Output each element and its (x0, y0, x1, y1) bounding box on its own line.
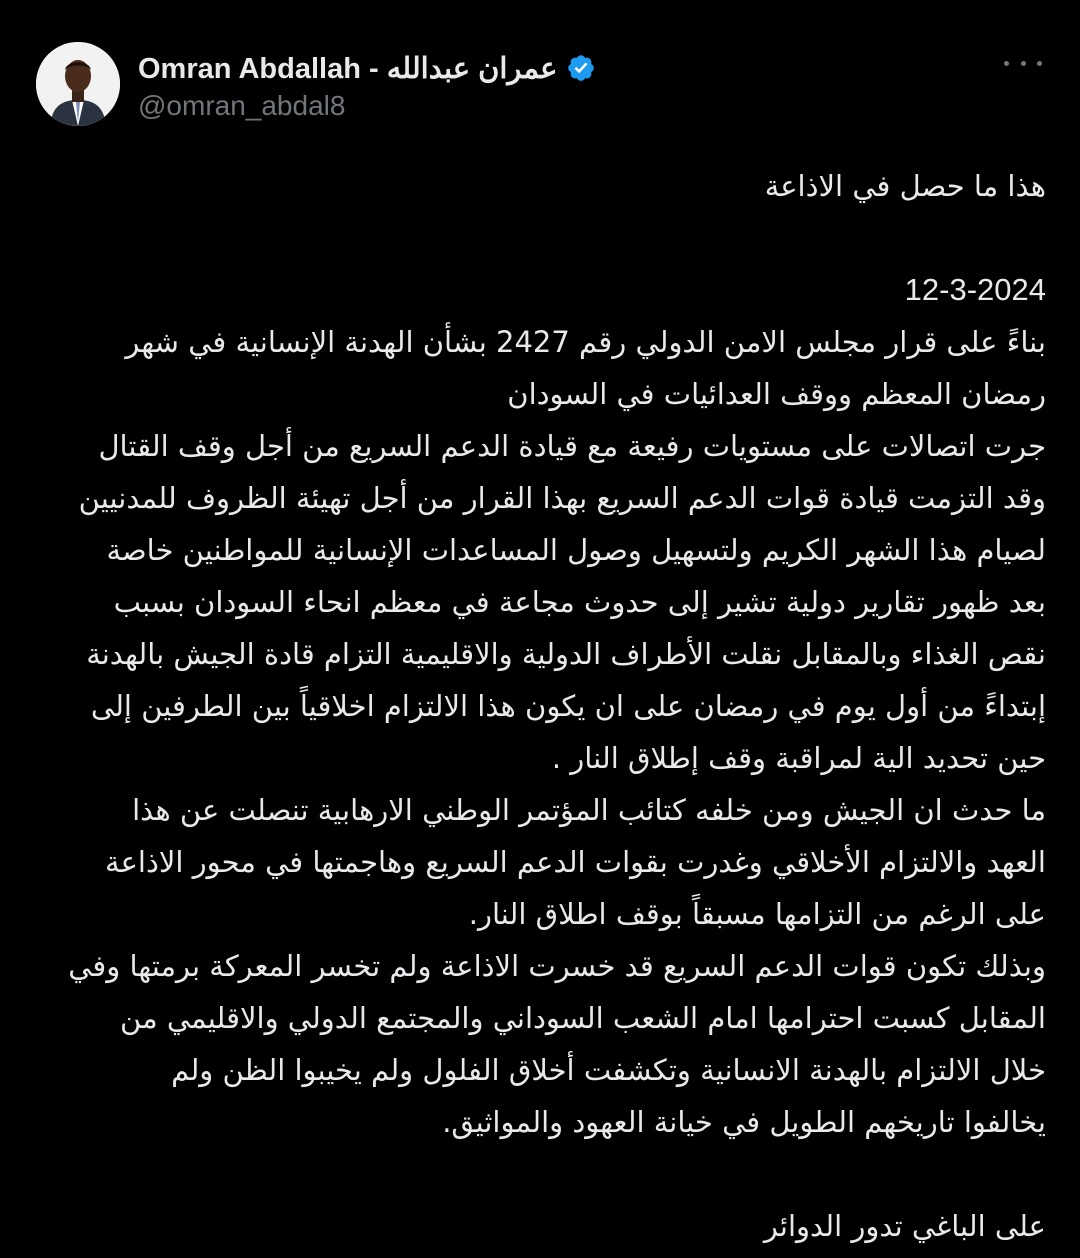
tweet-line: العهد والالتزام الأخلاقي وغدرت بقوات الدعم السريع وهاجمتها في محور الاذاعة (105, 845, 1046, 879)
author-name-line (138, 48, 596, 88)
tweet-line: لصيام هذا الشهر الكريم ولتسهيل وصول المساعدات الإنسانية للمواطنين خاصة (106, 533, 1046, 567)
tweet-line: ما حدث ان الجيش ومن خلفه كتائب المؤتمر الوطني الارهابية تنصلت عن هذا (132, 793, 1046, 827)
tweet-line: حين تحديد الية لمراقبة وقف إطلاق النار . (551, 741, 1046, 775)
tweet-line: جرت اتصالات على مستويات رفيعة مع قيادة الدعم السريع من أجل وقف القتال (98, 429, 1046, 463)
tweet-line: المقابل كسبت احترامها امام الشعب السوداني والمجتمع الدولي والاقليمي من (120, 1001, 1046, 1035)
tweet-line: وقد التزمت قيادة قوات الدعم السريع بهذا القرار من أجل تهيئة الظروف للمدنيين (78, 481, 1046, 515)
tweet-line: نقص الغذاء وبالمقابل نقلت الأطراف الدولية والاقليمية التزام قادة الجيش بالهدنة (86, 637, 1046, 671)
tweet-line: إبتداءً من أول يوم في رمضان على ان يكون هذا الالتزام اخلاقياً بين الطرفين إلى (90, 689, 1046, 723)
author-display-name[interactable]: Omran Abdallah - عمران عبدالله (138, 52, 558, 85)
tweet-line: بعد ظهور تقارير دولية تشير إلى حدوث مجاعة في معظم انحاء السودان بسبب (113, 585, 1046, 619)
verified-badge-icon (566, 53, 596, 83)
tweet-line: يخالفوا تاريخهم الطويل في خيانة العهود والمواثيق. (442, 1105, 1046, 1139)
tweet-line: على الرغم من التزامها مسبقاً بوقف اطلاق النار. (468, 897, 1046, 931)
tweet-text (32, 160, 1046, 1252)
tweet-header (36, 40, 1046, 132)
dot-icon (1037, 61, 1042, 66)
avatar-photo-icon (36, 42, 120, 126)
dot-icon (1004, 61, 1009, 66)
tweet-closing-line: على الباغي تدور الدوائر (763, 1209, 1046, 1243)
avatar[interactable] (36, 42, 120, 126)
paragraph-gap (32, 212, 1046, 264)
tweet-line: وبذلك تكون قوات الدعم السريع قد خسرت الاذاعة ولم تخسر المعركة برمتها وفي (68, 949, 1046, 983)
author-handle[interactable]: @omran_abdal8 (138, 90, 346, 121)
tweet-opening-line: هذا ما حصل في الاذاعة (764, 169, 1046, 203)
paragraph-gap (32, 1148, 1046, 1200)
tweet-line: خلال الالتزام بالهدنة الانسانية وتكشفت أخلاق الفلول ولم يخيبوا الظن ولم (171, 1053, 1046, 1087)
more-options-icon[interactable] (1004, 48, 1042, 78)
tweet-line: رمضان المعظم ووقف العدائيات في السودان (507, 377, 1046, 411)
tweet-line: بناءً على قرار مجلس الامن الدولي رقم 2427 بشأن الهدنة الإنسانية في شهر (125, 325, 1046, 359)
tweet-date: 12-3-2024 (904, 272, 1046, 307)
dot-icon (1021, 61, 1026, 66)
